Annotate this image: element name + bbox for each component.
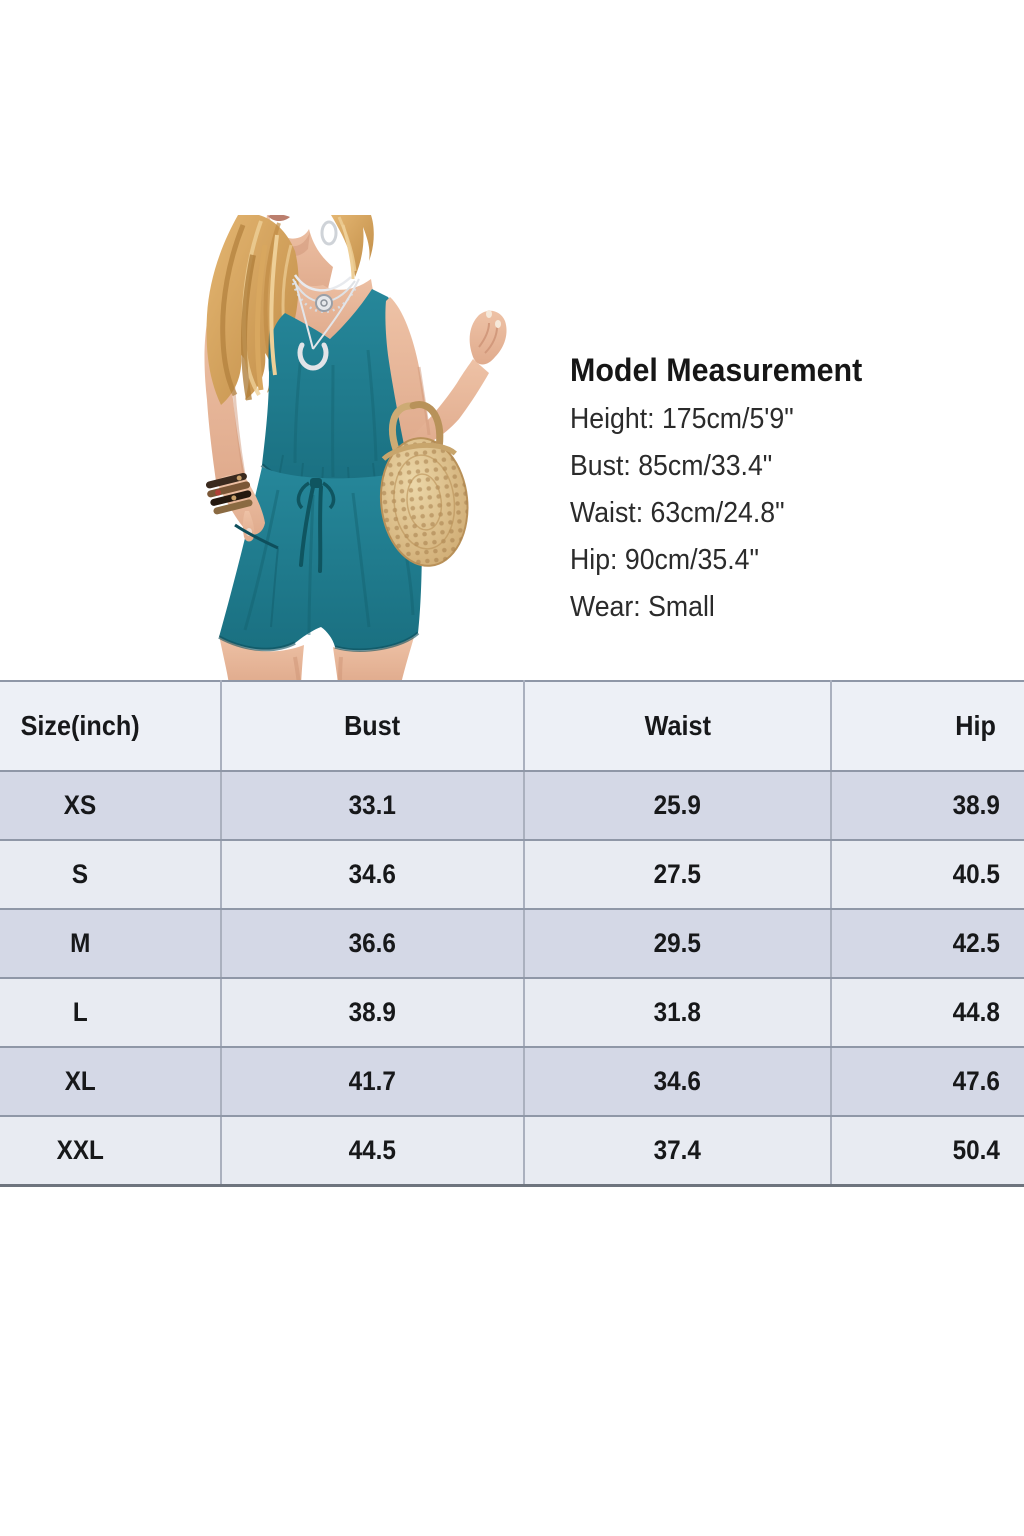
cell-size: M: [0, 909, 221, 978]
cell-hip: 40.5: [831, 840, 1024, 909]
cell-bust: 33.1: [221, 771, 524, 840]
model-measurement-block: [570, 352, 878, 640]
table-row-l: [0, 978, 1024, 1047]
column-header-waist: Waist: [524, 681, 831, 771]
cell-waist: 25.9: [524, 771, 831, 840]
column-header-bust: Bust: [221, 681, 524, 771]
measurement-hip: Hip: 90cm/35.4": [570, 544, 759, 576]
model-left-arm: [385, 297, 506, 449]
cell-hip: 47.6: [831, 1047, 1024, 1116]
table-row-xxl: [0, 1116, 1024, 1186]
cell-hip: 44.8: [831, 978, 1024, 1047]
cell-hip: 42.5: [831, 909, 1024, 978]
cell-bust: 38.9: [221, 978, 524, 1047]
cell-size: XXL: [0, 1116, 221, 1186]
cell-waist: 31.8: [524, 978, 831, 1047]
cell-waist: 37.4: [524, 1116, 831, 1186]
measurement-wear: Wear: Small: [570, 591, 715, 623]
cell-waist: 29.5: [524, 909, 831, 978]
cell-bust: 36.6: [221, 909, 524, 978]
table-row-m: [0, 909, 1024, 978]
cell-size: XS: [0, 771, 221, 840]
cell-bust: 44.5: [221, 1116, 524, 1186]
lips: [268, 215, 290, 221]
earring: [322, 222, 336, 244]
table-row-xs: [0, 771, 1024, 840]
model-measurement-title: Model Measurement: [570, 352, 863, 388]
cell-size: XL: [0, 1047, 221, 1116]
cell-bust: 34.6: [221, 840, 524, 909]
cell-waist: 27.5: [524, 840, 831, 909]
cell-bust: 41.7: [221, 1047, 524, 1116]
cell-hip: 50.4: [831, 1116, 1024, 1186]
column-header-hip: Hip: [831, 681, 1024, 771]
table-row-s: [0, 840, 1024, 909]
cell-waist: 34.6: [524, 1047, 831, 1116]
model-photo: [183, 215, 528, 684]
cell-size: S: [0, 840, 221, 909]
column-header-size: Size(inch): [0, 681, 221, 771]
size-chart-header-row: [0, 681, 1024, 771]
table-row-xl: [0, 1047, 1024, 1116]
measurement-bust: Bust: 85cm/33.4": [570, 450, 773, 482]
cell-hip: 38.9: [831, 771, 1024, 840]
measurement-waist: Waist: 63cm/24.8": [570, 497, 785, 529]
pinched-hand: [470, 311, 507, 365]
size-chart: [0, 680, 1024, 1187]
measurement-height: Height: 175cm/5'9": [570, 403, 794, 435]
cell-size: L: [0, 978, 221, 1047]
